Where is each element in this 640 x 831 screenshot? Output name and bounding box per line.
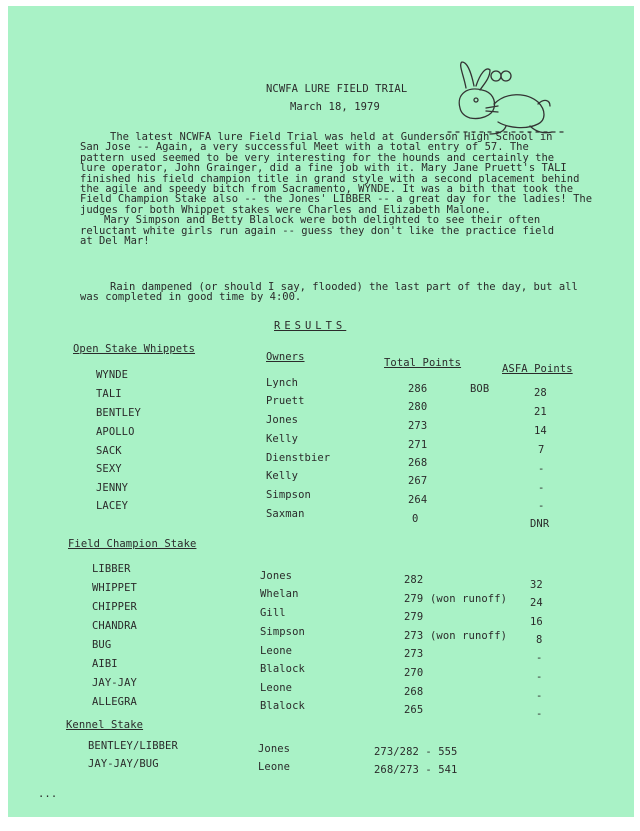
dog-name: LIBBER — [92, 563, 131, 575]
intro-line: The latest NCWFA lure Field Trial was held at Gunderson High School in — [110, 131, 553, 143]
total-points: 271 — [408, 439, 428, 451]
dog-name: BENTLEY — [96, 407, 141, 419]
field-stake-title: Field Champion Stake — [68, 538, 197, 550]
total-points: 280 — [408, 401, 428, 413]
total-points: 268 — [408, 457, 428, 469]
owner-name: Simpson — [260, 626, 305, 638]
dog-name: WYNDE — [96, 369, 129, 381]
document-page — [8, 6, 634, 817]
intro-line: Field Champion Stake also -- the Jones' LIBBER -- a great day for the ladies! The — [80, 193, 593, 206]
owner-name: Blalock — [260, 700, 305, 712]
asfa-points: - — [536, 690, 543, 702]
combined-points: 273/282 - 555 — [374, 746, 458, 758]
dog-pair: BENTLEY/LIBBER — [88, 740, 178, 752]
document-title: NCWFA LURE FIELD TRIAL — [266, 83, 408, 95]
owner-name: Gill — [260, 607, 286, 619]
total-points: 264 — [408, 494, 428, 506]
asfa-points: 28 — [534, 387, 547, 399]
total-points: 268 — [404, 686, 424, 698]
rain-line: Rain dampened (or should I say, flooded) the last part of the day, but all — [110, 281, 578, 293]
owner-name: Kelly — [266, 470, 299, 482]
dog-name: CHANDRA — [92, 620, 137, 632]
owner-name: Whelan — [260, 588, 299, 600]
asfa-points: DNR — [530, 518, 550, 530]
dog-name: SACK — [96, 445, 122, 457]
owner-name: Leone — [258, 761, 291, 773]
total-points: 286 — [408, 383, 428, 395]
footer-mark: ... — [38, 788, 58, 800]
asfa-points: 21 — [534, 406, 547, 418]
intro-line: reluctant white girls run again -- guess they don't like the practice field — [80, 224, 555, 237]
dog-name: APOLLO — [96, 426, 135, 438]
total-points: 273 — [408, 420, 428, 432]
intro-line: San Jose -- Again, a very successful Meet with a total entry of 57. The — [80, 141, 529, 154]
dog-name: SEXY — [96, 463, 122, 475]
total-points: 267 — [408, 475, 428, 487]
owner-name: Jones — [266, 414, 299, 426]
award-note: BOB — [470, 383, 490, 395]
dog-name: JAY-JAY — [92, 677, 137, 689]
dog-name: TALI — [96, 388, 122, 400]
results-heading: RESULTS — [274, 320, 347, 332]
owner-name: Lynch — [266, 377, 299, 389]
asfa-points: - — [536, 708, 543, 720]
owner-name: Kelly — [266, 433, 299, 445]
dog-name: LACEY — [96, 500, 129, 512]
asfa-points: 8 — [536, 634, 543, 646]
owner-name: Blalock — [260, 663, 305, 675]
owner-name: Leone — [260, 645, 293, 657]
total-points: 273 — [404, 630, 424, 642]
asfa-points: 16 — [530, 616, 543, 628]
owner-name: Dienstbier — [266, 452, 331, 464]
owners-column-header: Owners — [266, 351, 305, 363]
intro-line: Mary Simpson and Betty Blalock were both delighted to see their often — [104, 214, 541, 227]
combined-points: 268/273 - 541 — [374, 764, 458, 776]
total-points: 279 — [404, 593, 424, 605]
total-points: 270 — [404, 667, 424, 679]
dog-name: CHIPPER — [92, 601, 137, 613]
intro-line: lure operator, John Grainger, did a fine job with it. Mary Jane Pruett's TALI — [80, 162, 567, 175]
rabbit-drawing-icon — [446, 58, 566, 138]
asfa-points: 7 — [538, 444, 545, 456]
intro-line: at Del Mar! — [80, 235, 150, 248]
dog-name: AIBI — [92, 658, 118, 670]
owner-name: Simpson — [266, 489, 311, 501]
owner-name: Jones — [258, 743, 291, 755]
dog-name: WHIPPET — [92, 582, 137, 594]
asfa-points: 14 — [534, 425, 547, 437]
total-points-column-header: Total Points — [384, 357, 462, 369]
rain-paragraph — [80, 282, 580, 303]
dog-pair: JAY-JAY/BUG — [88, 758, 159, 770]
owner-name: Jones — [260, 570, 293, 582]
total-points: 282 — [404, 574, 424, 586]
dog-name: BUG — [92, 639, 112, 651]
dog-name: JENNY — [96, 482, 129, 494]
asfa-points: - — [536, 652, 543, 664]
intro-line: the agile and speedy bitch from Sacramento, WYNDE. It was a bith that took the — [80, 183, 574, 196]
open-stake-title: Open Stake Whippets — [73, 343, 196, 355]
owner-name: Pruett — [266, 395, 305, 407]
intro-line: pattern used seemed to be very interesting for the hounds and certainly the — [80, 151, 555, 164]
total-points: 265 — [404, 704, 424, 716]
owner-name: Saxman — [266, 508, 305, 520]
asfa-points: 32 — [530, 579, 543, 591]
asfa-points: 24 — [530, 597, 543, 609]
asfa-points-column-header: ASFA Points — [502, 363, 573, 375]
dog-name: ALLEGRA — [92, 696, 137, 708]
intro-line: judges for both Whippet stakes were Charles and Elizabeth Malone. — [80, 203, 491, 216]
kennel-stake-title: Kennel Stake — [66, 719, 144, 731]
total-points: 273 — [404, 648, 424, 660]
document-date: March 18, 1979 — [290, 101, 380, 113]
intro-paragraph — [80, 131, 593, 248]
runoff-note: (won runoff) — [430, 593, 508, 605]
rain-line: was completed in good time by 4:00. — [80, 291, 302, 304]
intro-line: finished his field champion title in grand style with a second placement behind — [80, 172, 580, 185]
total-points: 279 — [404, 611, 424, 623]
total-points: 0 — [412, 513, 419, 525]
asfa-points: - — [538, 500, 545, 512]
owner-name: Leone — [260, 682, 293, 694]
asfa-points: - — [536, 671, 543, 683]
asfa-points: - — [538, 463, 545, 475]
runoff-note: (won runoff) — [430, 630, 508, 642]
asfa-points: - — [538, 482, 545, 494]
